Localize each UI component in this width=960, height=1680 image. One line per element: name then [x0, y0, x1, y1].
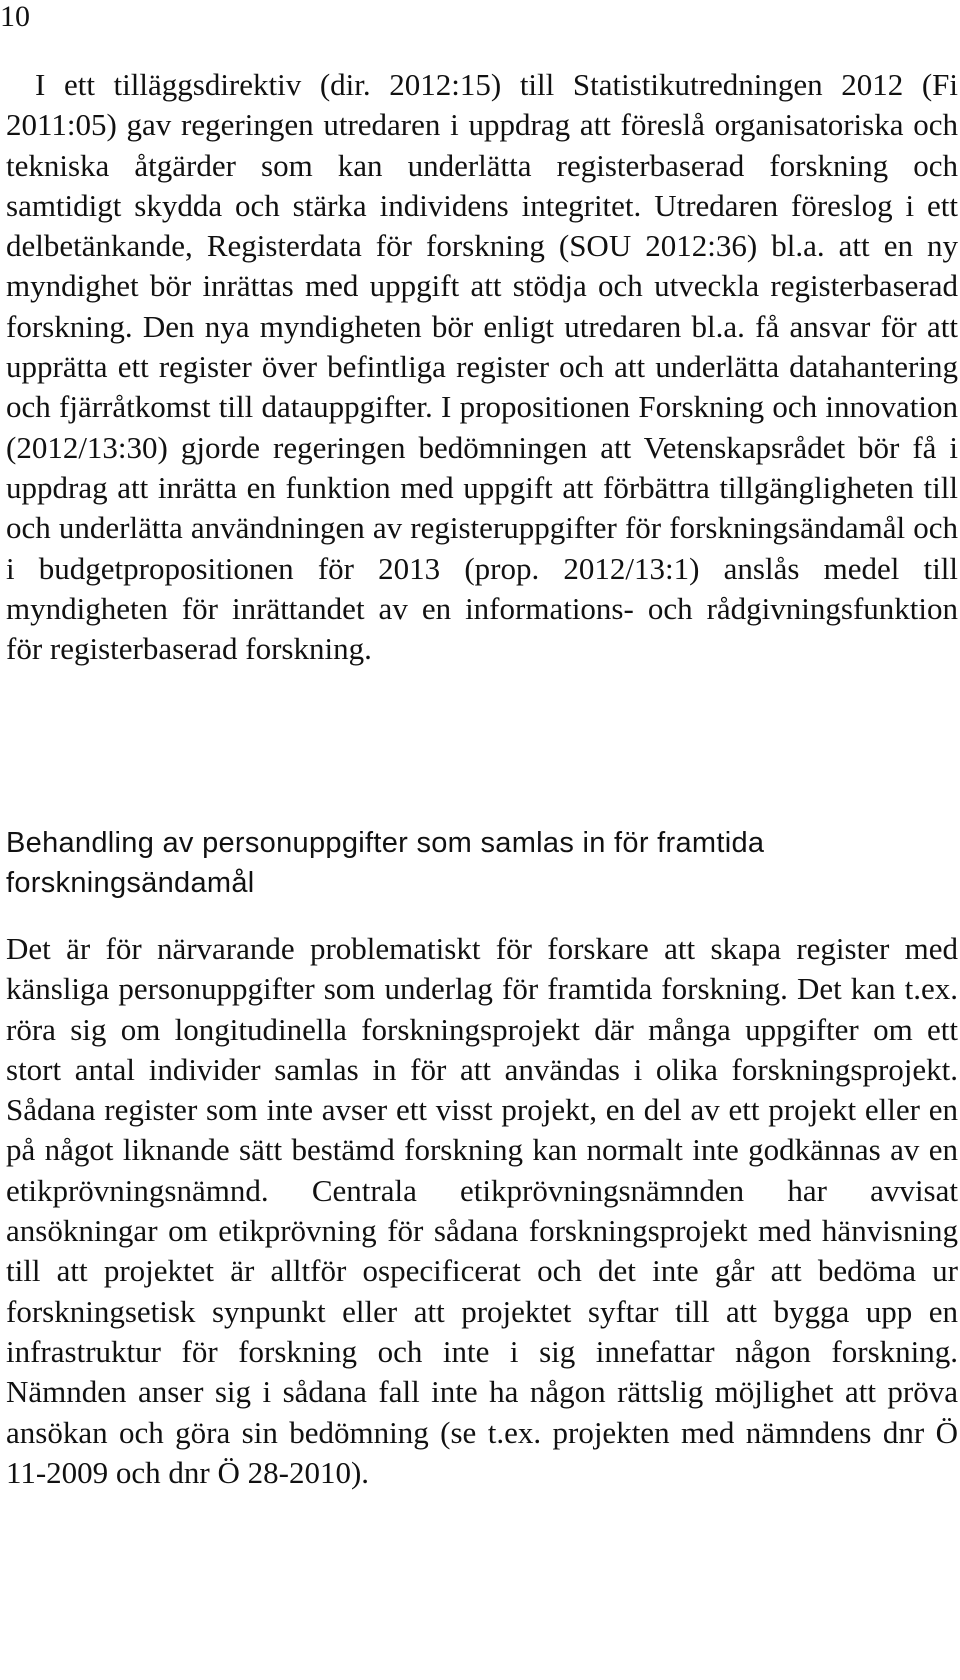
page-number: 10 — [0, 0, 30, 33]
intro-paragraph-text: I ett tilläggsdirektiv (dir. 2012:15) till Statistikutredningen 2012 (Fi 2011:05) gav regeringen utredaren i uppdrag att föreslå organisatoriska och tekniska åtgärder som kan underlätta registerbaserad forskning och samtidigt skydda och stärka individens integritet. Utredaren föreslog i ett delbetänkande, Registerdata för forskning (SOU 2012:36) bl.a. att en ny myndighet bör inrättas med uppgift att stödja och utveckla registerbaserad forskning. Den nya myndigheten bör enligt utredaren bl.a. få ansvar för att upprätta ett register över befintliga register och att underlätta datahantering och fjärråtkomst till datauppgifter. I propositionen Forskning och innovation (2012/13:30) gjorde regeringen bedömningen att Vetenskapsrådet bör få i uppdrag att inrätta en funktion med uppgift att förbättra tillgängligheten till och underlätta användningen av registeruppgifter för forskningsändamål och i budgetpropositionen för 2013 (prop. 2012/13:1) anslås medel till myndigheten för inrättandet av en informations- och rådgivningsfunktion för registerbaserad forskning. — [6, 67, 958, 667]
intro-paragraph — [6, 65, 958, 669]
section-heading: Behandling av personuppgifter som samlas in för framtida forskningsändamål — [6, 827, 765, 899]
body-paragraph: Det är för närvarande problematiskt för forskare att skapa register med känsliga personuppgifter som underlag för framtida forskning. Det kan t.ex. röra sig om longitudinella forskningsprojekt där många uppgifter om ett stort antal individer samlas in för att användas i olika forskningsprojekt. Sådana register som inte avser ett visst projekt, en del av ett projekt eller en på något liknande sätt bestämd forskning kan normalt inte godkännas av en etikprövningsnämnd. Centrala etikprövningsnämnden har avvisat ansökningar om etikprövning för sådana forskningsprojekt med hänvisning till att projektet är alltför ospecificerat och det inte går att bedöma ur forskningsetisk synpunkt eller att projektet syftar till att bygga upp en infrastruktur för forskning och inte i sig innefattar någon forskning. Nämnden anser sig i sådana fall inte ha någon rättslig möjlighet att pröva ansökan och göra sin bedömning (se t.ex. projekten med nämndens dnr Ö 11-2009 och dnr Ö 28-2010). — [6, 931, 958, 1490]
